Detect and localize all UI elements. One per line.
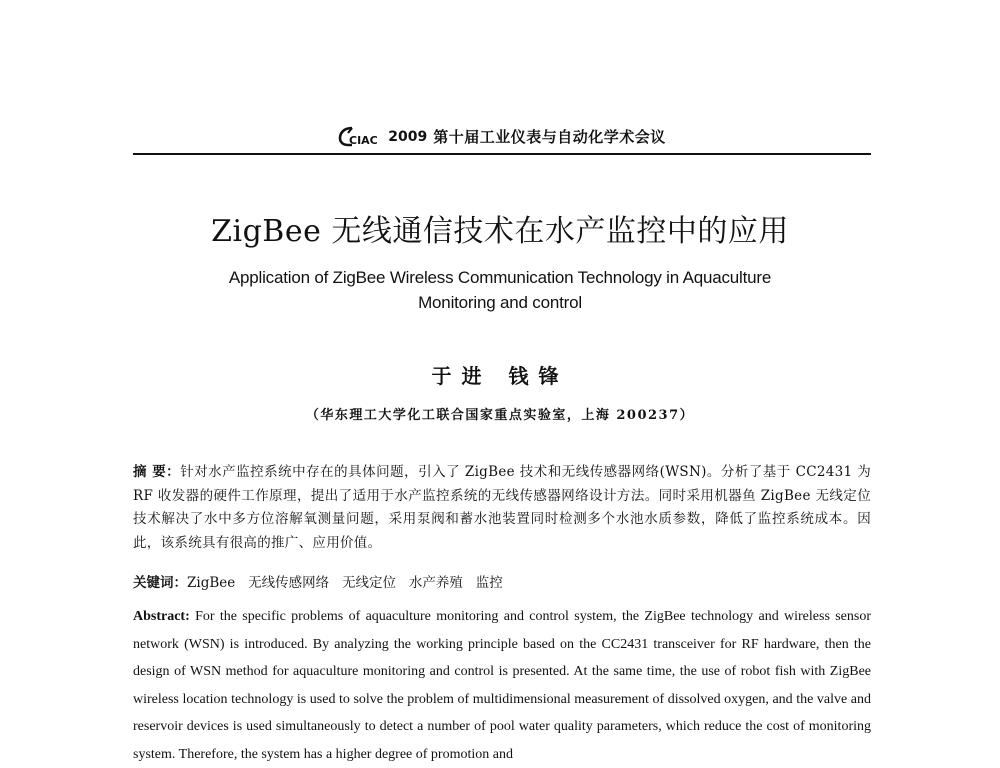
conference-logo-icon	[338, 125, 382, 147]
abstract-english	[133, 603, 871, 768]
paper-title-english	[150, 265, 850, 315]
conference-year: 2009	[388, 129, 428, 145]
running-header-content	[338, 117, 665, 147]
abstract-chinese-label: 摘 要：	[133, 464, 181, 480]
keywords-chinese-text: ZigBee 无线传感网络 无线定位 水产养殖 监控	[187, 575, 503, 591]
abstract-chinese	[133, 461, 871, 555]
paper-title-english-line1: Application of ZigBee Wireless Communication Technology in Aquaculture	[228, 268, 772, 287]
paper-title-chinese: ZigBee 无线通信技术在水产监控中的应用	[211, 214, 789, 249]
logo-text: CIAC	[349, 134, 379, 147]
abstract-english-label: Abstract:	[133, 609, 190, 624]
keywords-chinese-label: 关键词：	[133, 575, 187, 591]
author-list: 于进 钱锋	[431, 364, 569, 388]
abstract-chinese-text: 针对水产监控系统中存在的具体问题，引入了 ZigBee 技术和无线传感器网络(WSN)。分析了基于 CC2431 为 RF 收发器的硬件工作原理，提出了适用于水产监控系统的无线传感器网络设计方法。同时采用机器鱼 ZigBee 无线定位技术解决了水中多方位溶解氧测量问题，采用泵阀和蓄水池装置同时检测多个水池水质参数，降低了监控系统成本。因此，该系统具有很高的推广、应用价值。	[133, 464, 871, 551]
author-affiliation: （华东理工大学化工联合国家重点实验室，上海 200237）	[305, 408, 695, 423]
conference-name: 第十届工业仪表与自动化学术会议	[433, 128, 666, 146]
running-header	[133, 117, 871, 155]
paper-title-english-line2: Monitoring and control	[418, 293, 582, 312]
abstract-english-text: For the specific problems of aquaculture monitoring and control system, the ZigBee technology and wireless sensor network (WSN) is introduced. By analyzing the working principle based on the CC2431 transceiver for RF hardware, then the design of WSN method for aquaculture monitoring and control is presented. At the same time, the use of robot fish with ZigBee wireless location technology is used to solve the problem of multidimensional measurement of dissolved oxygen, and the valve and reservoir devices is used simultaneously to detect a number of pool water quality parameters, which reduce the cost of monitoring system. Therefore, the system has a higher degree of promotion and	[133, 609, 871, 762]
keywords-chinese	[133, 572, 871, 594]
